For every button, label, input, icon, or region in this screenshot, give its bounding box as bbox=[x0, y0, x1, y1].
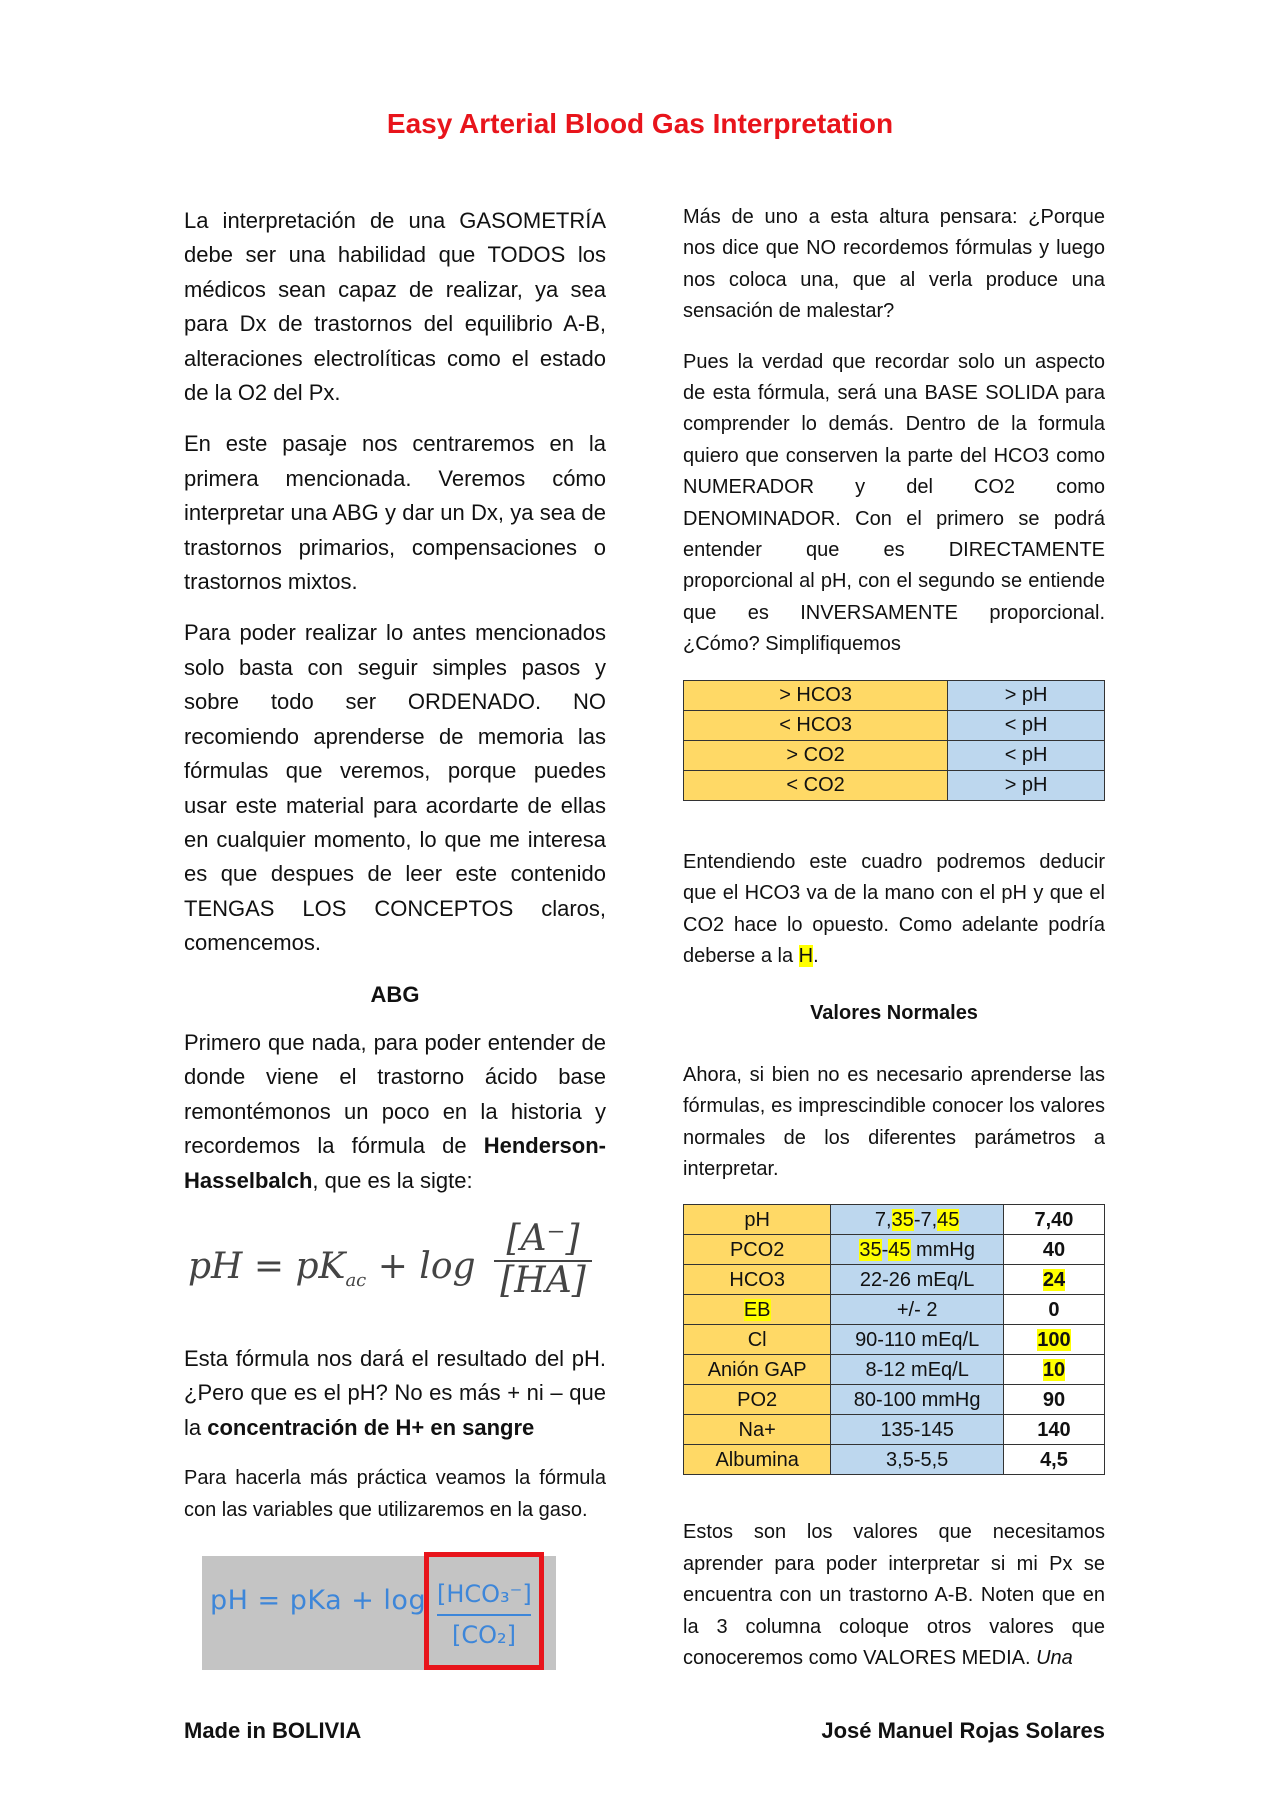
table-row: < CO2 > pH bbox=[684, 770, 1105, 800]
table-row: PCO2 35-45 mmHg 40 bbox=[684, 1235, 1105, 1265]
right-paragraph-2: Pues la verdad que recordar solo un aspecto de esta fórmula, será una BASE SOLIDA para comprender lo demás. Dentro de la formula quiero que conserven la parte del HCO3 como NUMERADOR y del CO2 como DENOMINADOR. Con el primero se podrá entender que es DIRECTAMENTE proporcional al pH, con el segundo se entiende que es INVERSAMENTE proporcional. ¿Cómo? Simplifiquemos bbox=[683, 350, 1105, 656]
right-paragraph-1: Más de uno a esta altura pensara: ¿Porque nos dice que NO recordemos fórmulas y luego nos coloca una, que al verla produce una sensación de malestar? bbox=[683, 206, 1105, 323]
hco3-co2-ph-table bbox=[683, 680, 1105, 801]
left-paragraph-4: Primero que nada, para poder entender de donde viene el trastorno ácido base remontémonos un poco en la historia y recordemos la fórmula de Henderson-Hasselbalch, que es la sigte: bbox=[184, 1029, 606, 1193]
table-row: Na+ 135-145 140 bbox=[684, 1415, 1105, 1445]
table-row: Cl 90-110 mEq/L 100 bbox=[684, 1325, 1105, 1355]
abg-heading: ABG bbox=[370, 981, 420, 1007]
formula-log: + log bbox=[366, 1245, 476, 1287]
h-concentration-term: concentración de H+ en sangre bbox=[207, 1414, 535, 1440]
left-paragraph-5: Esta fórmula nos dará el resultado del pH. ¿Pero que es el pH? No es más + ni – que la concentración de H+ en sangre bbox=[184, 1345, 606, 1440]
range-pco2: 35-45 mmHg bbox=[831, 1235, 1004, 1265]
table-row: > CO2 < pH bbox=[684, 740, 1105, 770]
footer-author: José Manuel Rojas Solares bbox=[821, 1718, 1105, 1743]
range-ph: 7,35-7,45 bbox=[831, 1205, 1004, 1235]
formula-sub: ac bbox=[345, 1270, 367, 1292]
right-column bbox=[683, 202, 1105, 1693]
right-paragraph-5: Estos son los valores que necesitamos aprender para poder interpretar si mi Px se encuentra con un trastorno A-B. Noten que en la 3 columna coloque otros valores que conoceremos como VALORES MEDIA. Una bbox=[683, 1521, 1105, 1669]
gaso-formula-numerator: [HCO₃⁻] bbox=[437, 1577, 531, 1615]
gaso-formula-image bbox=[202, 1556, 556, 1670]
table-row: Albumina 3,5-5,5 4,5 bbox=[684, 1445, 1105, 1475]
table-row: HCO3 22-26 mEq/L 24 bbox=[684, 1265, 1105, 1295]
valores-normales-heading: Valores Normales bbox=[810, 1002, 978, 1025]
table-row: < HCO3 < pH bbox=[684, 710, 1105, 740]
right-paragraph-4: Ahora, si bien no es necesario aprenderse las fórmulas, es imprescindible conocer los valores normales de los diferentes parámetros a interpretar. bbox=[683, 1063, 1105, 1180]
formula-denominator: [HA] bbox=[500, 1260, 586, 1302]
highlighted-h: H bbox=[798, 944, 814, 967]
henderson-hasselbalch-formula bbox=[184, 1217, 606, 1332]
table-row: > HCO3 > pH bbox=[684, 680, 1105, 710]
table-row: Anión GAP 8-12 mEq/L 10 bbox=[684, 1355, 1105, 1385]
italic-continuation: Una bbox=[1036, 1646, 1073, 1669]
right-paragraph-3: Entendiendo este cuadro podremos deducir que el HCO3 va de la mano con el pH y que el CO2 hace lo opuesto. Como adelante podría deberse a la H. bbox=[683, 850, 1105, 967]
henderson-hasselbalch-term: Henderson-Hasselbalch bbox=[184, 1133, 606, 1193]
left-paragraph-2: En este pasaje nos centraremos en la primera mencionada. Veremos cómo interpretar una ABG y dar un Dx, ya sea de trastornos primarios, compensaciones o trastornos mixtos. bbox=[184, 431, 606, 595]
table-row: pH 7,35-7,45 7,40 bbox=[684, 1205, 1105, 1235]
formula-numerator: [A⁻] bbox=[494, 1222, 592, 1262]
left-paragraph-6: Para hacerla más práctica veamos la fórmula con las variables que utilizaremos en la gaso. bbox=[184, 1467, 606, 1522]
gaso-formula-lhs: pH = pKa + log bbox=[210, 1585, 427, 1617]
formula-lhs: pH = pK bbox=[188, 1245, 346, 1287]
normal-values-table bbox=[683, 1204, 1105, 1475]
table-row: PO2 80-100 mmHg 90 bbox=[684, 1385, 1105, 1415]
gaso-formula-denominator: [CO₂] bbox=[452, 1620, 516, 1649]
left-paragraph-1: La interpretación de una GASOMETRÍA debe ser una habilidad que TODOS los médicos sean capaz de realizar, ya sea para Dx de trastornos del equilibrio A-B, alteraciones electrolíticas como el estado de la O2 del Px. bbox=[184, 208, 606, 406]
table-row: EB +/- 2 0 bbox=[684, 1295, 1105, 1325]
gaso-formula-highlight-box bbox=[424, 1552, 544, 1670]
footer-left: Made in BOLIVIA bbox=[184, 1718, 362, 1743]
left-paragraph-3: Para poder realizar lo antes mencionados solo basta con seguir simples pasos y sobre todo ser ORDENADO. NO recomiendo aprenderse de memoria las fórmulas que veremos, porque puedes usar este material para acordarte de ellas en cualquier momento, lo que me interesa es que despues de leer este contenido TENGAS LOS CONCEPTOS claros, comencemos. bbox=[184, 620, 606, 956]
left-column bbox=[184, 204, 606, 1670]
page-title: Easy Arterial Blood Gas Interpretation bbox=[386, 108, 894, 139]
